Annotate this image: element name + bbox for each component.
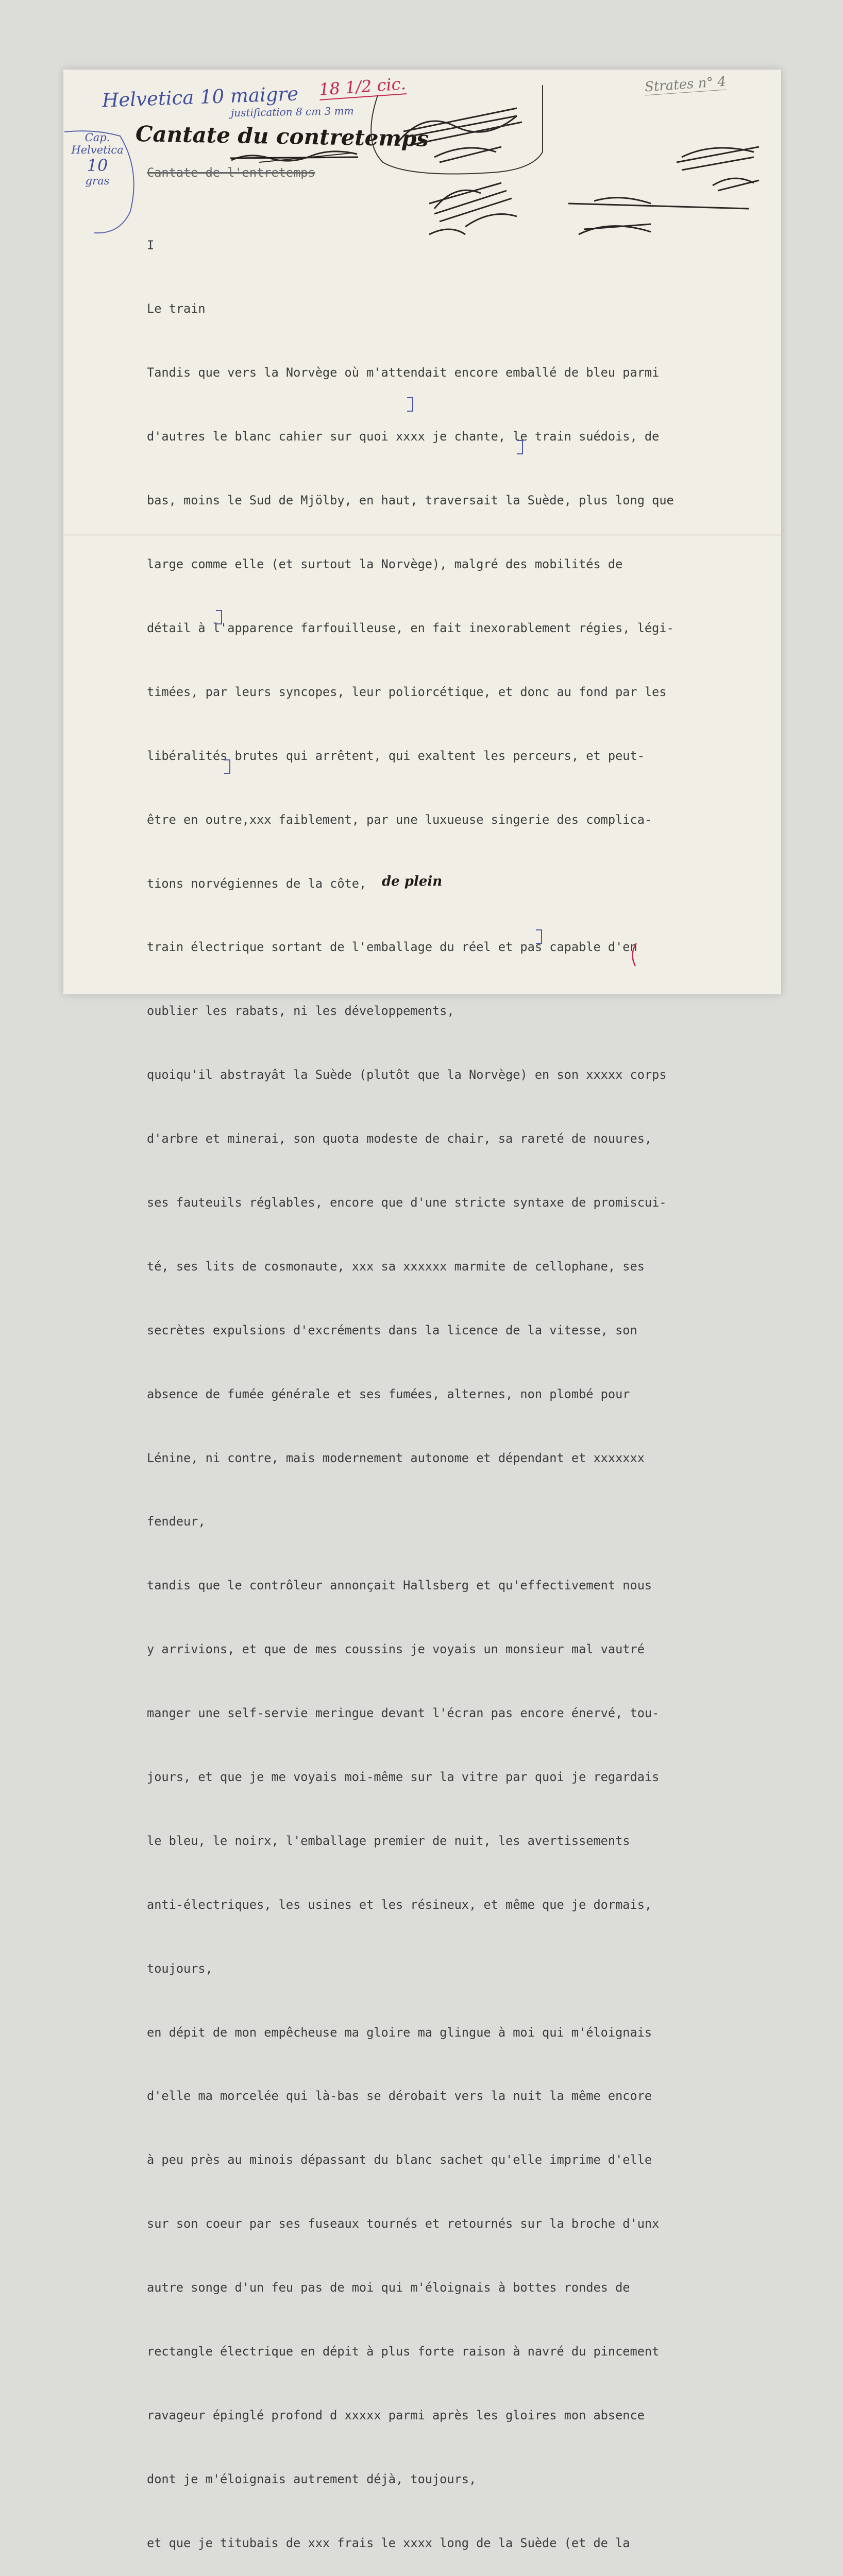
size-mark: 18 1/2 cic. (318, 74, 407, 99)
text-line: en dépit de mon empêcheuse ma gloire ma glingue à moi qui m'éloignais (147, 2025, 652, 2040)
section-number: I (147, 238, 155, 252)
text-line: Tandis que vers la Norvège où m'attendait encore emballé de bleu parmi (147, 365, 660, 380)
text-line: et que je titubais de xxx frais le xxxx long de la Suède (et de la (147, 2535, 630, 2550)
text-line: détail à l'apparence farfouilleuse, en fait inexorablement régies, légi- (147, 620, 674, 635)
text-line: té, ses lits de cosmonaute, xxx sa xxxxxx marmite de cellophane, ses (147, 1259, 645, 1274)
margin-note-loop (63, 129, 146, 242)
text-line: d'elle ma morcelée qui là-bas se dérobait vers la nuit la même encore (147, 2089, 652, 2104)
text-line: libéralités brutes qui arrêtent, qui exaltent les perceurs, et peut- (147, 748, 645, 763)
text-line: d'autres le blanc cahier sur quoi xxxx je chante, le train suédois, de (147, 429, 660, 444)
text-line: timées, par leurs syncopes, leur poliorcétique, et donc au fond par les (147, 684, 667, 699)
text-line: absence de fumée générale et ses fumées, alternes, non plombé pour (147, 1386, 630, 1401)
struck-typed-title: Cantate de l'entretemps (147, 165, 315, 180)
text-line: anti-électriques, les usines et les résineux, et même que je dormais, (147, 1897, 652, 1912)
margin-note-line: Helvetica (71, 144, 124, 156)
blue-bracket (517, 440, 523, 454)
text-line: être en outre,xxx faiblement, par une luxueuse singerie des complica- (147, 812, 652, 827)
text-line: ses fauteuils réglables, encore que d'une stricte syntaxe de promiscui- (147, 1195, 667, 1210)
text-line: jours, et que je me voyais moi-même sur la vitre par quoi je regardais (147, 1769, 660, 1784)
margin-note-line: 10 (87, 156, 108, 175)
interlinear-correction: de plein (382, 874, 443, 889)
blue-bracket (216, 610, 222, 624)
justification-note: justification 8 cm 3 mm (230, 104, 354, 120)
text-line: tandis que le contrôleur annonçait Hallsberg et qu'effectivement nous (147, 1578, 652, 1593)
text-line: rectangle électrique en dépit à plus forte raison à navré du pincement (147, 2344, 660, 2359)
blue-bracket (224, 759, 230, 774)
section-title: Le train (147, 301, 206, 316)
text-line: le bleu, le noirx, l'emballage premier de nuit, les avertissements (147, 1833, 630, 1848)
text-line: d'arbre et minerai, son quota modeste de chair, sa rareté de nouures, (147, 1131, 652, 1146)
blue-bracket (407, 397, 413, 412)
red-parenthesis (628, 942, 638, 968)
blue-bracket (536, 929, 542, 944)
text-line: dont je m'éloignais autrement déjà, toujours, (147, 2471, 477, 2486)
margin-note-line: Cap. (85, 131, 110, 144)
text-line: oublier les rabats, ni les développements, (147, 1004, 454, 1019)
manuscript-page (63, 70, 781, 2550)
text-line: manger une self-servie meringue devant l'écran pas encore énervé, tou- (147, 1706, 660, 1721)
text-line: tions norvégiennes de la côte, (147, 876, 367, 891)
struck-scribble (228, 147, 362, 167)
text-line: Lénine, ni contre, mais modernement autonome et dépendant et xxxxxxx (147, 1450, 645, 1465)
text-line: ravageur épinglé profond d xxxxx parmi après les gloires mon absence (147, 2408, 645, 2422)
text-line: train électrique sortant de l'emballage du réel et pas capable d'en (147, 940, 637, 955)
handwritten-title: Cantate du contretemps (135, 121, 429, 151)
font-spec-note: Helvetica 10 maigre (102, 82, 299, 112)
text-line: autre songe d'un feu pas de moi qui m'éloignais à bottes rondes de (147, 2280, 630, 2295)
text-line: quoiqu'il abstrayât la Suède (plutôt que la Norvège) en son xxxxx corps (147, 1067, 667, 1082)
text-line: large comme elle (et surtout la Norvège), malgré des mobilités de (147, 557, 623, 572)
text-line: sur son coeur par ses fuseaux tournés et retournés sur la broche d'unx (147, 2216, 660, 2231)
text-line: secrètes expulsions d'excréments dans la licence de la vitesse, son (147, 1323, 637, 1337)
text-line: bas, moins le Sud de Mjölby, en haut, traversait la Suède, plus long que (147, 493, 674, 508)
text-line: fendeur, (147, 1514, 206, 1529)
text-line: à peu près au minois dépassant du blanc sachet qu'elle imprime d'elle (147, 2153, 652, 2167)
typescript-body (147, 192, 775, 2576)
text-line: toujours, (147, 1961, 213, 1976)
text-line: y arrivions, et que de mes coussins je voyais un monsieur mal vautré (147, 1642, 645, 1657)
strates-note: Strates n° 4 (644, 74, 727, 95)
margin-note-line: gras (85, 175, 110, 187)
